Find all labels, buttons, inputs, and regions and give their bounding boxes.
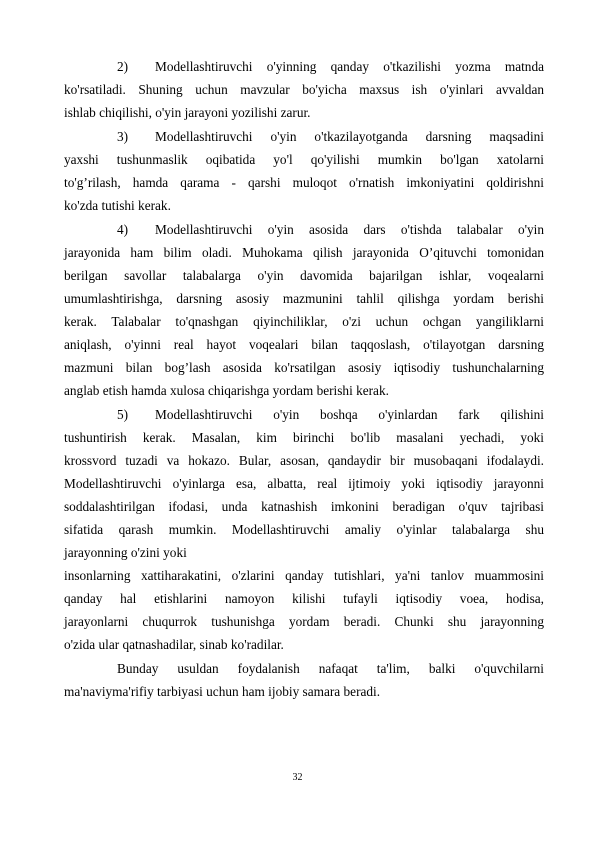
text-line: Modellashtiruvchi o'yinlarga esa, albatta, real ijtimoiy yoki iqtisodiy jarayonni — [64, 476, 544, 491]
paragraph-line — [64, 541, 544, 564]
text-line: ko'rsatiladi. Shuning uchun mavzular bo'yicha maxsus ish o'yinlari avvaldan — [64, 82, 544, 97]
text-line: o'zida ular qatnashadilar, sinab ko'radilar. — [64, 637, 284, 652]
paragraph-line — [64, 171, 544, 194]
text-line: sifatida qarash mumkin. Modellashtiruvchi amaliy o'yinlar talabalarga shu — [64, 522, 544, 537]
text-line: Modellashtiruvchi o'yin asosida dars o'tishda talabalar o'yin — [155, 222, 544, 237]
paragraph-line — [155, 55, 544, 78]
paragraph-line — [64, 633, 544, 656]
paragraph-line — [64, 426, 544, 449]
paragraph-line — [64, 287, 544, 310]
paragraph-line — [64, 194, 544, 217]
text-line: anglab etish hamda xulosa chiqarishga yordam berishi kerak. — [64, 383, 389, 398]
item-number: 4) — [117, 222, 129, 237]
paragraph-line — [64, 333, 544, 356]
paragraph-line — [64, 449, 544, 472]
paragraph-line — [155, 218, 544, 241]
paragraph-line — [64, 356, 544, 379]
paragraph-line — [64, 564, 544, 587]
text-line: umumlashtirishga, darsning asosiy mazmunini tahlil qilishga yordam berishi — [64, 291, 544, 306]
paragraph-line — [64, 379, 544, 402]
paragraph-line — [64, 472, 544, 495]
text-line: ko'zda tutishi kerak. — [64, 198, 171, 213]
text-line: jarayonlarni chuqurrok tushunishga yordam beradi. Chunki shu jarayonning — [64, 614, 544, 629]
text-line: Modellashtiruvchi o'yin boshqa o'yinlardan fark qilishini — [155, 407, 544, 422]
item-number: 5) — [117, 407, 129, 422]
paragraph-line — [64, 680, 544, 703]
text-line: aniqlash, o'yinni real hayot voqealari bilan taqqoslash, o'tilayotgan darsning — [64, 337, 544, 352]
paragraph-line — [64, 587, 544, 610]
paragraph-line — [64, 101, 544, 124]
page-number: 32 — [292, 772, 303, 783]
text-line: yaxshi tushunmaslik oqibatida yo'l qo'yilishi mumkin bo'lgan xatolarni — [64, 152, 544, 167]
item-number: 2) — [117, 59, 129, 74]
paragraph-line — [155, 403, 544, 426]
paragraph-line — [64, 495, 544, 518]
text-line: kerak. Talabalar to'qnashgan qiyinchiliklar, o'zi uchun ochgan yangiliklarni — [64, 314, 544, 329]
paragraph-line — [64, 264, 544, 287]
paragraph-line — [64, 610, 544, 633]
text-line: mazmuni bilan bog’lash asosida ko'rsatilgan asosiy iqtisodiy tushunchalarning — [64, 360, 544, 375]
item-number: 3) — [117, 129, 129, 144]
text-line: tushuntirish kerak. Masalan, kim birinchi bo'lib masalani yechadi, yoki — [64, 430, 544, 445]
text-line: to'g’rilash, hamda qarama - qarshi muloqot o'rnatish imkoniyatini qoldirishni — [64, 175, 544, 190]
paragraph-line — [64, 310, 544, 333]
text-line: berilgan savollar talabalarga o'yin davomida bajarilgan ishlar, voqealarni — [64, 268, 544, 283]
text-line: soddalashtirilgan ifodasi, unda katnashish imkonini beradigan o'quv tajribasi — [64, 499, 544, 514]
paragraph-line — [64, 148, 544, 171]
text-line: Bunday usuldan foydalanish nafaqat ta'lim, balki o'quvchilarni — [117, 661, 544, 676]
text-line: qanday hal etishlarini namoyon kilishi tufayli iqtisodiy voea, hodisa, — [64, 591, 544, 606]
paragraph-line — [64, 241, 544, 264]
paragraph-line — [117, 657, 544, 680]
paragraph-line — [64, 518, 544, 541]
text-line: insonlarning xattiharakatini, o'zlarini qanday tutishlari, ya'ni tanlov muammosini — [64, 568, 544, 583]
paragraph-line — [155, 125, 544, 148]
text-line: Modellashtiruvchi o'yin o'tkazilayotganda darsning maqsadini — [155, 129, 544, 144]
text-line: ma'naviyma'rifiy tarbiyasi uchun ham ijobiy samara beradi. — [64, 684, 381, 699]
text-line: Modellashtiruvchi o'yinning qanday o'tkazilishi yozma matnda — [155, 59, 544, 74]
text-line: jarayonida ham bilim oladi. Muhokama qilish jarayonida O’qituvchi tomonidan — [64, 245, 544, 260]
text-line: krossvord tuzadi va hokazo. Bular, asosan, qandaydir bir musobaqani ifodalaydi. — [64, 453, 544, 468]
text-line: ishlab chiqilishi, o'yin jarayoni yozilishi zarur. — [64, 105, 311, 120]
paragraph-line — [64, 78, 544, 101]
text-line: jarayonning o'zini yoki — [64, 545, 187, 560]
